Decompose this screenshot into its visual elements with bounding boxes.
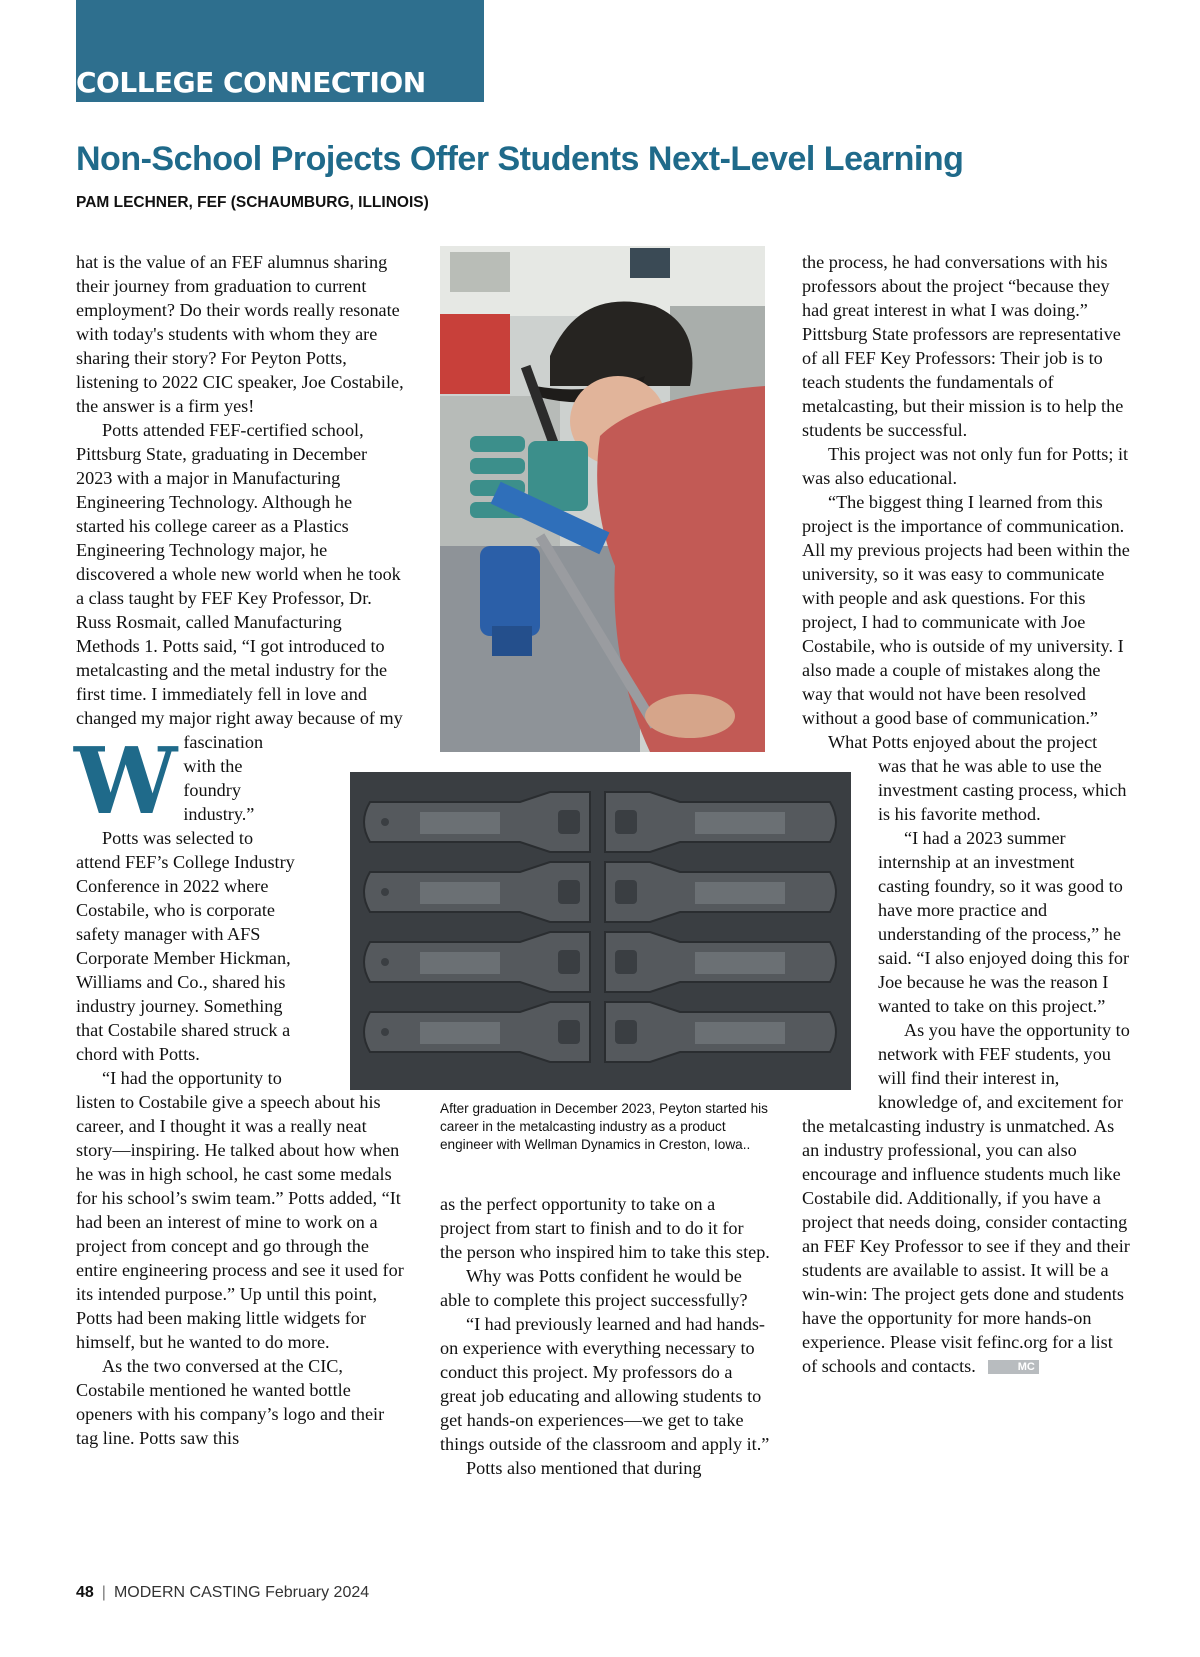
paragraph: As the two conversed at the CIC, Costabile mentioned he wanted bottle openers with his company’s logo and their tag line. Potts saw this	[76, 1356, 385, 1448]
paragraph: “I had previously learned and had hands-on experience with everything necessary to conduct this project. My professors do a great job educating and allowing students to get hands-on experiences—we get to take things outside of the classroom and apply it.”	[440, 1314, 770, 1454]
paragraph: Potts also mentioned that during	[466, 1458, 702, 1478]
paragraph: W hat is the value of an FEF alumnus sharing their journey from graduation to current employment? Do their words really resonate with today's students with whom they are sharing their story? For Peyton Potts, listening to 2022 CIC speaker, Joe Costabile, the answer is a firm yes!	[74, 252, 404, 835]
paragraph: the process, he had conversations with his professors about the project “because they had great interest in what I was doing.” Pittsburg State professors are representative of all FEF Key Professors: Their job is to teach students the fundamentals of metalcasting, but their mission is to help the students be successful.	[802, 252, 1124, 440]
paragraph: as the perfect opportunity to take on a project from start to finish and to do it for the person who inspired him to take this step.	[440, 1194, 770, 1262]
paragraph: Why was Potts confident he would be able to complete this project successfully?	[440, 1266, 748, 1310]
paragraph: What Potts enjoyed about the project was that he was able to use the investment casting process, which is his favorite method.	[828, 732, 1127, 824]
paragraph: Potts was selected to attend FEF’s College Industry Conference in 2022 where Costabile, who is corporate safety manager with AFS Corporate Member Hickman, Williams and Co., shared his industry journey. Something that Costabile shared struck a chord with Potts.	[76, 828, 295, 1064]
article-title: Non-School Projects Offer Students Next-Level Learning	[76, 140, 964, 178]
article-byline: PAM LECHNER, FEF (SCHAUMBURG, ILLINOIS)	[76, 194, 429, 211]
paragraph: “The biggest thing I learned from this project is the importance of communication. All my previous projects had been within the university, so it was easy to communicate with people and ask questions. For this project, I had to communicate with Joe Costabile, who is outside of my university. I also made a couple of mistakes along the way that would not have been resolved without a good base of communication.”	[802, 492, 1130, 728]
article-column-3	[802, 250, 1130, 1378]
drop-cap: W	[74, 727, 178, 835]
paragraph: “I had a 2023 summer internship at an investment casting foundry, so it was good to have more practice and understanding of the process,” he said. “I also enjoyed doing this for Joe because he was the reason I wanted to take on this project.”	[878, 828, 1130, 1016]
paragraph: As you have the opportunity to network with FEF students, you will find their interest in, knowledge of, and excitement for the metalcasting industry is unmatched. As an industry professional, you can also encourage and influence students much like Costabile did. Additionally, if you have a project that needs doing, consider contacting an FEF Key Professor to see if they and their students are available to assist. It will be a win-win: The project gets done and students have the opportunity for more hands-on experience. Please visit fefinc.org for a list of schools and contacts. MC	[802, 1020, 1130, 1376]
end-mark: MC	[988, 1360, 1039, 1374]
photo-caption: After graduation in December 2023, Peyton started his career in the metalcasting industry as a product engineer with Wellman Dynamics in Creston, Iowa..	[440, 1101, 768, 1152]
footer-divider: |	[101, 1584, 106, 1601]
bottle-openers-photo	[350, 772, 851, 1090]
page-footer	[76, 1584, 369, 1602]
magazine-name: MODERN CASTING	[113, 1584, 261, 1601]
paragraph: “I had the opportunity to listen to Costabile give a speech about his career, and I thought it was a really neat story—inspiring. He talked about how when he was in high school, he cast some medals for his school’s swim team.” Potts added, “It had been an interest of mine to work on a project from concept and go through the entire engineering process and see it used for its intended purpose.” Up until this point, Potts had been making little widgets for himself, but he wanted to do more.	[76, 1068, 404, 1352]
paragraph: This project was not only fun for Potts; it was also educational.	[802, 444, 1129, 488]
section-label: COLLEGE CONNECTION	[76, 66, 426, 99]
student-workbench-photo	[440, 246, 765, 752]
paragraph: Potts attended FEF-certified school, Pittsburg State, graduating in December 2023 with a major in Manufacturing Engineering Technology. Although he started his college career as a Plastics Engineering Technology major, he discovered a whole new world when he took a class taught by FEF Key Professor, Dr. Russ Rosmait, called Manufacturing Methods 1. Potts said, “I got introduced to metalcasting and the metal industry for the first time. I immediately fell in love and changed my major right away because of my fascination with the foundry industry.”	[76, 420, 403, 824]
article-column-2	[440, 1192, 770, 1480]
issue-date: February 2024	[265, 1584, 370, 1601]
page-number: 48	[76, 1584, 94, 1601]
